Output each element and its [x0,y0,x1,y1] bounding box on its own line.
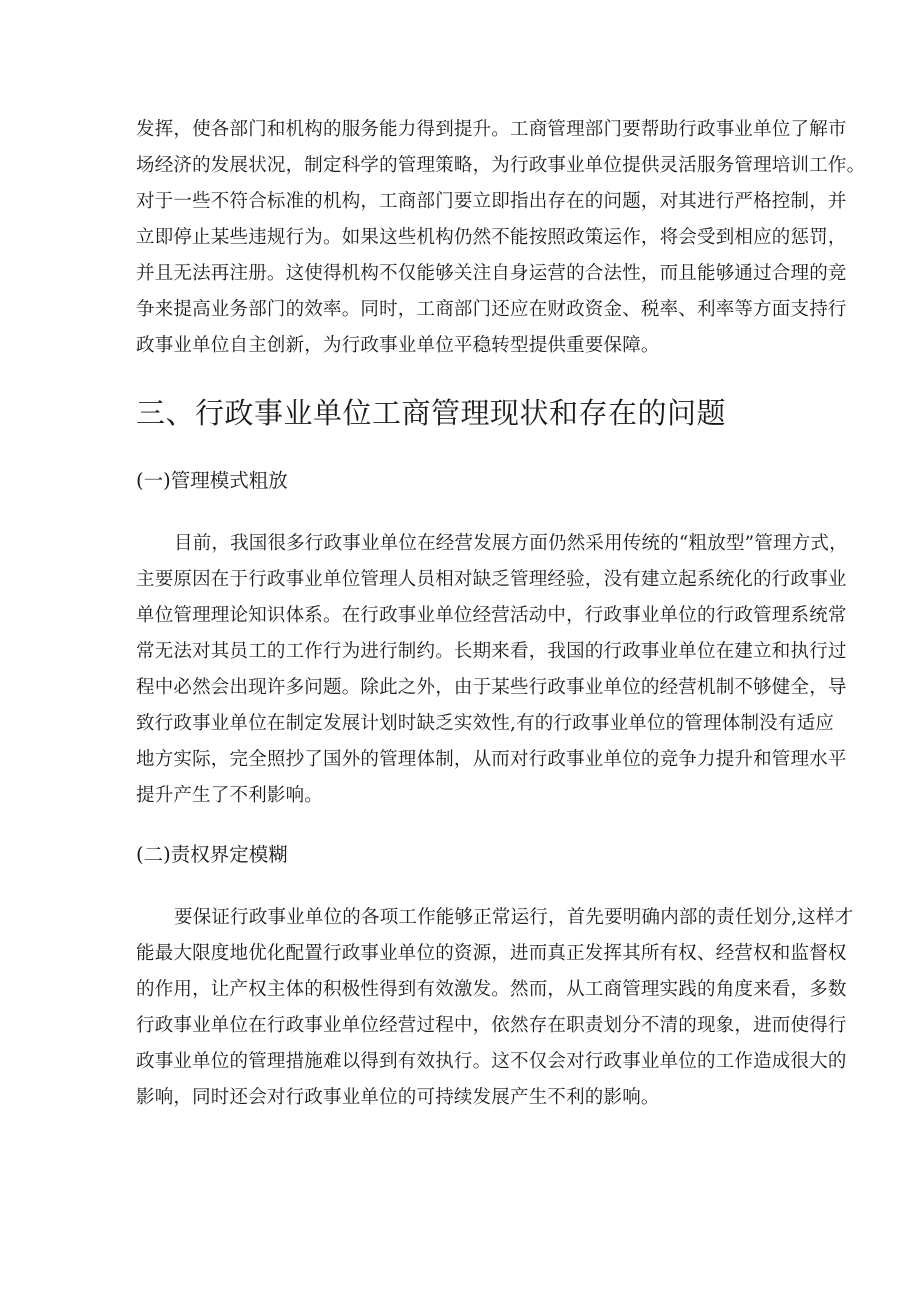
subsection-1-title: (一)管理模式粗放 [136,469,288,492]
sub2-line-2: 能最大限度地优化配置行政事业单位的资源，进而真正发挥其所有权、经营权和监督权 [136,943,847,964]
intro-line-5: 并且无法再注册。这使得机构不仅能够关注自身运营的合法性，而且能够通过合理的竞 [136,263,847,284]
sub1-line-7: 地方实际，完全照抄了国外的管理体制，从而对行政事业单位的竞争力提升和管理水平 [136,749,847,770]
sub1-line-6: 致行政事业单位在制定发展计划时缺乏实效性,有的行政事业单位的管理体制没有适应 [136,713,834,734]
sub2-line-3: 的作用，让产权主体的积极性得到有效激发。然而，从工商管理实践的角度来看，多数 [136,979,847,1000]
subsection-2-title: (二)责权界定模糊 [136,843,288,866]
intro-line-4: 立即停止某些违规行为。如果这些机构仍然不能按照政策运作，将会受到相应的惩罚， [136,227,847,248]
section-title: 三、行政事业单位工商管理现状和存在的问题 [136,396,727,430]
sub2-line-1: 要保证行政事业单位的各项工作能够正常运行，首先要明确内部的责任划分,这样才 [174,907,854,928]
intro-line-7: 政事业单位自主创新，为行政事业单位平稳转型提供重要保障。 [136,335,660,356]
sub1-line-3: 单位管理理论知识体系。在行政事业单位经营活动中，行政事业单位的行政管理系统常 [136,605,847,626]
sub2-line-5: 政事业单位的管理措施难以得到有效执行。这不仅会对行政事业单位的工作造成很大的 [136,1051,847,1072]
intro-line-2: 场经济的发展状况，制定科学的管理策略，为行政事业单位提供灵活服务管理培训工作。 [136,155,866,176]
intro-line-3: 对于一些不符合标准的机构，工商部门要立即指出存在的问题，对其进行严格控制，并 [136,191,847,212]
sub1-line-1: 目前，我国很多行政事业单位在经营发展方面仍然采用传统的“粗放型”管理方式， [174,533,848,554]
sub2-line-6: 影响，同时还会对行政事业单位的可持续发展产生不利的影响。 [136,1087,660,1108]
intro-line-1: 发挥，使各部门和机构的服务能力得到提升。工商管理部门要帮助行政事业单位了解市 [136,119,847,140]
sub2-line-4: 行政事业单位在行政事业单位经营过程中，依然存在职责划分不清的现象，进而使得行 [136,1015,847,1036]
sub1-line-4: 常无法对其员工的工作行为进行制约。长期来看，我国的行政事业单位在建立和执行过 [136,641,847,662]
sub1-line-5: 程中必然会出现许多问题。除此之外，由于某些行政事业单位的经营机制不够健全，导 [136,677,847,698]
sub1-line-8: 提升产生了不利影响。 [136,785,324,806]
intro-line-6: 争来提高业务部门的效率。同时，工商部门还应在财政资金、税率、利率等方面支持行 [136,299,847,320]
sub1-line-2: 主要原因在于行政事业单位管理人员相对缺乏管理经验，没有建立起系统化的行政事业 [136,569,847,590]
